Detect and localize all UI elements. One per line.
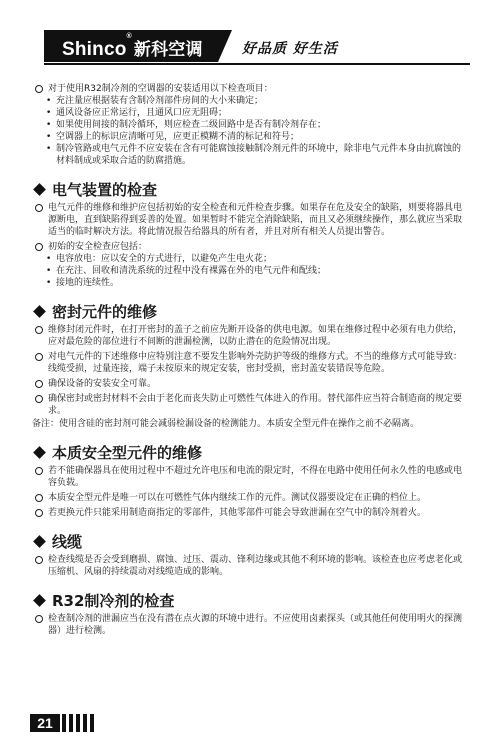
electrical-item: • 在充注、回收和清洗系统的过程中没有裸露在外的电气元件和配线； bbox=[32, 265, 464, 277]
intro-section bbox=[32, 83, 464, 167]
intrinsic-heading bbox=[32, 442, 464, 462]
cable-title: 线缆 bbox=[52, 532, 83, 551]
diamond-icon bbox=[33, 305, 46, 318]
intro-item: • 充注量应根据装有含制冷剂部件房间的大小来确定； bbox=[32, 95, 464, 107]
intrinsic-paragraph: 若不能确保器具在使用过程中不超过允许电压和电流的限定时，不得在电路中使用任何永久性的电感或电容负载。 bbox=[32, 465, 464, 489]
slogan: 好品质 好生活 bbox=[242, 41, 338, 57]
sealed-title: 密封元件的维修 bbox=[52, 302, 158, 321]
sealed-note: 备注：使用含硅的密封剂可能会减弱检漏设备的检测能力。本质安全型元件在操作之前不必隔离。 bbox=[32, 419, 420, 429]
page-footer bbox=[30, 714, 96, 732]
sealed-paragraph: 维修封闭元件时，在打开密封的盖子之前应先断开设备的供电电源。如果在维修过程中必须有电力供给，应对最危险的部位进行不间断的泄漏检测，以防止潜在的危险情况出现。 bbox=[32, 324, 464, 348]
electrical-item: • 电容放电：应以安全的方式进行，以避免产生电火花； bbox=[32, 253, 464, 265]
cable-heading bbox=[32, 531, 464, 551]
diamond-icon bbox=[33, 594, 46, 607]
registered-mark: ® bbox=[126, 33, 132, 40]
sealed-paragraph: 对电气元件的下述维修中应特别注意不要发生影响外壳防护等级的维修方式。不当的维修方式可能导致：线缆受损，过量连接，端子未按原来的规定安装，密封受损，密封盖安装错误等危险。 bbox=[32, 351, 464, 375]
cable-paragraph: 检查线缆是否会受到磨损、腐蚀、过压、震动、锋利边缘或其他不利环境的影响。该检查也应考虑老化或压缩机、风扇的持续震动对线缆造成的影响。 bbox=[32, 554, 464, 578]
intro-item: • 空调器上的标识应清晰可见，应更正模糊不清的标记和符号； bbox=[32, 131, 464, 143]
intro-item: • 制冷管路或电气元件不应安装在含有可能腐蚀接触制冷剂元件的环境中，除非电气元件本身由抗腐蚀的材料制成或采取合适的防腐措施。 bbox=[32, 143, 464, 167]
brand-name: Shinco bbox=[62, 39, 127, 60]
electrical-title: 电气装置的检查 bbox=[52, 180, 158, 199]
electrical-item: • 接地的连续性。 bbox=[32, 277, 464, 289]
electrical-paragraph: 电气元件的维修和维护应包括初始的安全检查和元件检查步骤。如果存在危及安全的缺陷，则要将器具电源断电，直到缺陷得到妥善的处置。如果暂时不能完全消除缺陷，而且又必须继续操作，那么就应当采取适当的临时解决方法。将此情况报告给器具的所有者，并且对所有相关人员提出警告。 bbox=[32, 202, 464, 238]
brand-logo bbox=[62, 35, 203, 61]
r32-paragraph: 检查制冷剂的泄漏应当在没有潜在点火源的环境中进行。不应使用卤素探头（或其他任何使用明火的探测器）进行检测。 bbox=[32, 613, 464, 637]
r32-title: R32制冷剂的检查 bbox=[52, 591, 175, 610]
intro-item: • 如果使用间接的制冷循环，则应检查二级回路中是否有制冷剂存在； bbox=[32, 119, 464, 131]
sealed-paragraph: 确保密封或密封材料不会由于老化而丧失防止可燃性气体进入的作用。替代部件应当符合制造商的规定要求。 bbox=[32, 393, 464, 417]
r32-section bbox=[32, 590, 464, 637]
r32-heading bbox=[32, 590, 464, 610]
page-number: 21 bbox=[30, 714, 60, 732]
electrical-heading bbox=[32, 179, 464, 199]
intrinsic-paragraph: 若更换元件只能采用制造商指定的零部件，其他零部件可能会导致泄漏在空气中的制冷剂着火。 bbox=[32, 507, 464, 519]
diamond-icon bbox=[33, 535, 46, 548]
diamond-icon bbox=[33, 446, 46, 459]
electrical-section bbox=[32, 179, 464, 289]
intrinsic-section bbox=[32, 442, 464, 519]
electrical-paragraph: 初始的安全检查应包括： bbox=[32, 241, 464, 253]
intro-lead: 对于使用R32制冷剂的空调器的安装适用以下检查项目： bbox=[32, 83, 464, 95]
footer-stripes bbox=[62, 714, 96, 732]
sealed-heading bbox=[32, 301, 464, 321]
sealed-paragraph: 确保设备的安装安全可靠。 bbox=[32, 378, 464, 390]
sealed-section bbox=[32, 301, 464, 430]
diamond-icon bbox=[33, 183, 46, 196]
intro-item: • 通风设备应正常运行，且通风口应无阻碍； bbox=[32, 107, 464, 119]
cable-section bbox=[32, 531, 464, 578]
page-content bbox=[32, 80, 464, 637]
intrinsic-title: 本质安全型元件的维修 bbox=[52, 443, 203, 462]
intrinsic-paragraph: 本质安全型元件是唯一可以在可燃性气体内继续工作的元件。测试仪器要设定在正确的档位上。 bbox=[32, 492, 464, 504]
brand-name-cn: 新科空调 bbox=[133, 40, 203, 59]
page-header bbox=[0, 0, 500, 80]
